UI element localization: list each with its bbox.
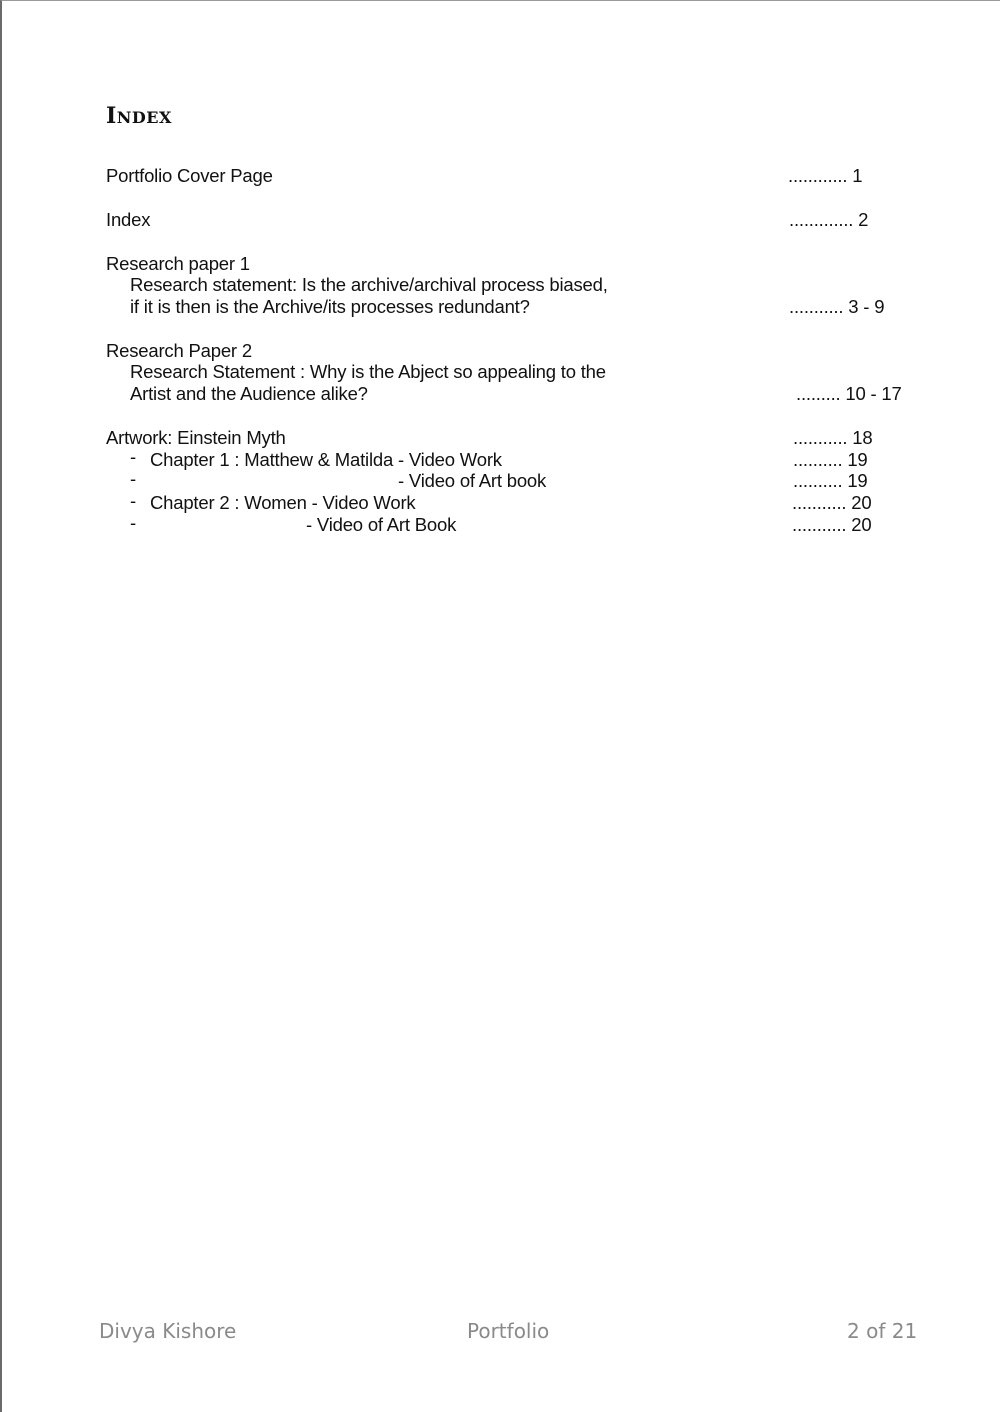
toc-entry-page: ........... 18 [793,427,873,448]
list-dash: - [130,490,136,511]
toc-subentry-label: Chapter 1 : Matthew & Matilda - Video Work [150,449,502,470]
list-dash: - [130,512,136,533]
toc-entry-page: ............ 1 [788,165,863,186]
toc-entry-statement: Research Statement : Why is the Abject so appealing to the [130,361,606,382]
footer-page-number: 2 of 21 [847,1319,918,1343]
toc-subentry-label: Chapter 2 : Women - Video Work [150,492,416,513]
toc-entry-statement: Artist and the Audience alike? [130,383,368,404]
heading-initial: I [106,103,117,129]
toc-subentry-page: .......... 19 [793,449,868,470]
index-heading [106,103,172,129]
footer-author: Divya Kishore [99,1319,237,1343]
toc-entry-page: ............. 2 [789,209,869,230]
toc-subentry-label: - Video of Art Book [306,514,457,535]
list-dash: - [130,446,136,467]
toc-entry-title: Artwork: Einstein Myth [106,427,286,448]
toc-subentry-page: ........... 20 [792,492,872,513]
toc-entry-page: ........... 3 - 9 [789,296,885,317]
toc-subentry-page: ........... 20 [792,514,872,535]
toc-entry-label: Index [106,209,151,230]
toc-subentry-page: .......... 19 [793,470,868,491]
footer-title: Portfolio [467,1319,550,1343]
toc-entry-statement: Research statement: Is the archive/archival process biased, [130,274,608,295]
toc-entry-title: Research Paper 2 [106,340,252,361]
toc-subentry-label: - Video of Art book [398,470,547,491]
heading-rest: NDEX [116,108,172,127]
toc-entry-label: Portfolio Cover Page [106,165,273,186]
toc-entry-statement: if it is then is the Archive/its processes redundant? [130,296,530,317]
list-dash: - [130,468,136,489]
toc-entry-page: ......... 10 - 17 [796,383,902,404]
toc-entry-title: Research paper 1 [106,253,250,274]
